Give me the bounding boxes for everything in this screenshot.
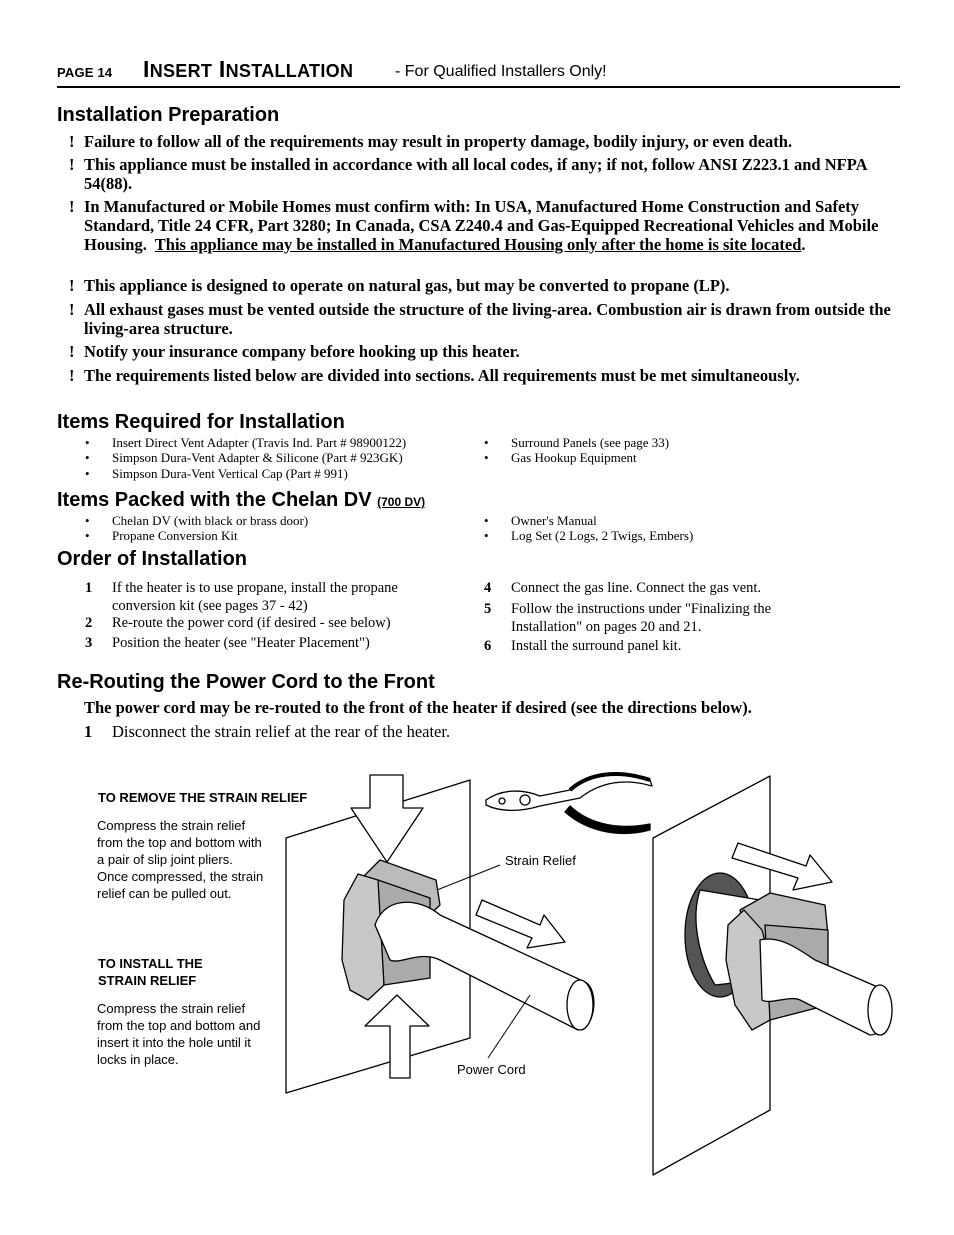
section-heading-packed: Items Packed with the Chelan DV (700 DV) — [57, 489, 426, 511]
install-text: Compress the strain relief from the top and bottom and insert it into the hole until it locks in place. — [97, 1001, 261, 1067]
pliers-icon — [486, 773, 652, 833]
reroute-intro: The power cord may be re-routed to the front of the heater if desired (see the directions below). — [84, 698, 752, 717]
section-heading-reroute: Re-Routing the Power Cord to the Front — [57, 671, 435, 693]
remove-text: Compress the strain relief from the top and bottom with a pair of slip joint pliers. Once compressed, the strain relief can be pulled out. — [97, 818, 264, 901]
section-heading-required: Items Required for Installation — [57, 411, 345, 433]
label-power-cord: Power Cord — [457, 1062, 526, 1077]
warning-item: ! Notify your insurance company before hooking up this heater. — [69, 342, 520, 361]
section-heading-order: Order of Installation — [57, 548, 248, 570]
page-number: PAGE 14 — [57, 65, 113, 80]
warning-item: ! This appliance is designed to operate on natural gas, but may be converted to propane (LP). — [69, 276, 730, 295]
label-strain-relief: Strain Relief — [505, 853, 576, 868]
remove-heading: TO REMOVE THE STRAIN RELIEF — [98, 790, 308, 805]
reroute-step: 1 Disconnect the strain relief at the rear of the heater. — [84, 722, 451, 741]
section-heading-preparation: Installation Preparation — [57, 104, 280, 126]
install-heading: TO INSTALL THE STRAIN RELIEF — [98, 956, 203, 988]
warning-item: ! All exhaust gases must be vented outside the structure of the living-area. Combustion air is drawn from outside the living-area structure. — [69, 300, 891, 338]
warning-item: ! In Manufactured or Mobile Homes must confirm with: In USA, Manufactured Home Construction and Safety Standard, Title 24 CFR, Part 3280; In Canada, CSA Z240.4 and Gas-Equipped Recreational Vehicles and Mobile Housing. This appliance may be installed in Manufactured Housing only after the home is site located. — [69, 197, 879, 254]
warning-item: ! Failure to follow all of the requirements may result in property damage, bodily injury, or even death. — [69, 132, 793, 151]
page-subtitle: - For Qualified Installers Only! — [395, 63, 607, 80]
warning-item: ! This appliance must be installed in accordance with all local codes, if any; if not, follow ANSI Z223.1 and NFPA 54(88). — [69, 155, 867, 193]
page-title: INSERT INSTALLATION — [143, 56, 354, 82]
warning-item: ! The requirements listed below are divided into sections. All requirements must be met simultaneously. — [69, 366, 800, 385]
